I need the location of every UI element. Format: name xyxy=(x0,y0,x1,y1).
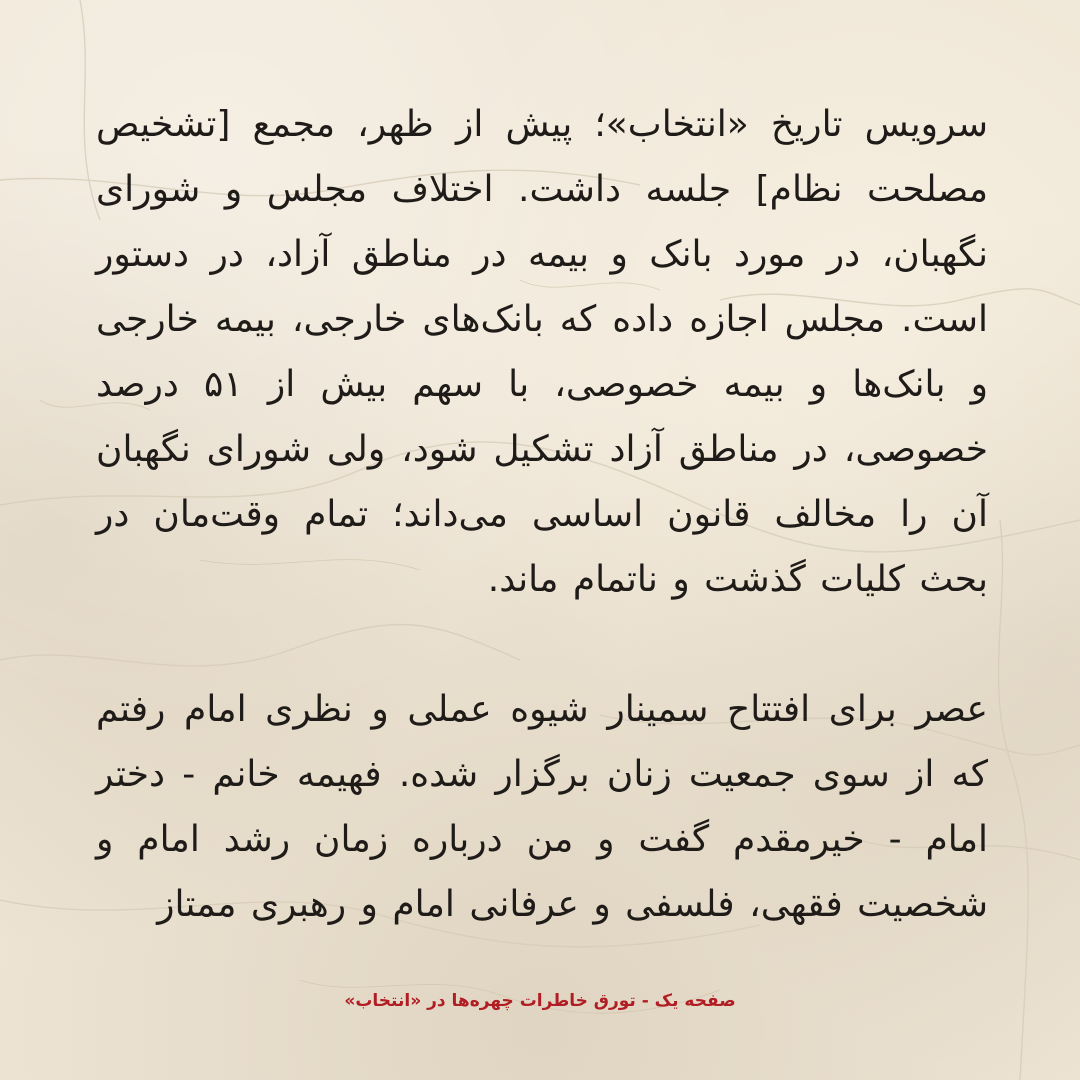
article-body xyxy=(96,92,988,937)
footer-caption: صفحه یک - تورق خاطرات چهره‌ها در «انتخاب» xyxy=(344,991,736,1011)
paragraph-1: سرویس تاریخ «انتخاب»؛ پیش از ظهر، مجمع [تشخیص مصلحت نظام] جلسه داشت. اختلاف مجلس و شورای نگهبان، در مورد بانک و بیمه در مناطق آزاد، در دستور است. مجلس اجازه داده که بانک‌های خارجی، بیمه خارجی و بانک‌ها و بیمه خصوصی، با سهم بیش از ۵۱ درصد خصوصی، در مناطق آزاد تشکیل شود، ولی شورای نگهبان آن را مخالف قانون اساسی می‌داند؛ تمام وقت‌مان در بحث کلیات گذشت و ناتمام ماند. xyxy=(96,104,989,600)
paragraph-2: عصر برای افتتاح سمینار شیوه عملی و نظری امام رفتم که از سوی جمعیت زنان برگزار شده. فهیمه خانم - دختر امام - خیرمقدم گفت و من درباره زمان رشد امام و شخصیت فقهی، فلسفی و عرفانی امام و رهبری ممتاز xyxy=(96,689,988,925)
